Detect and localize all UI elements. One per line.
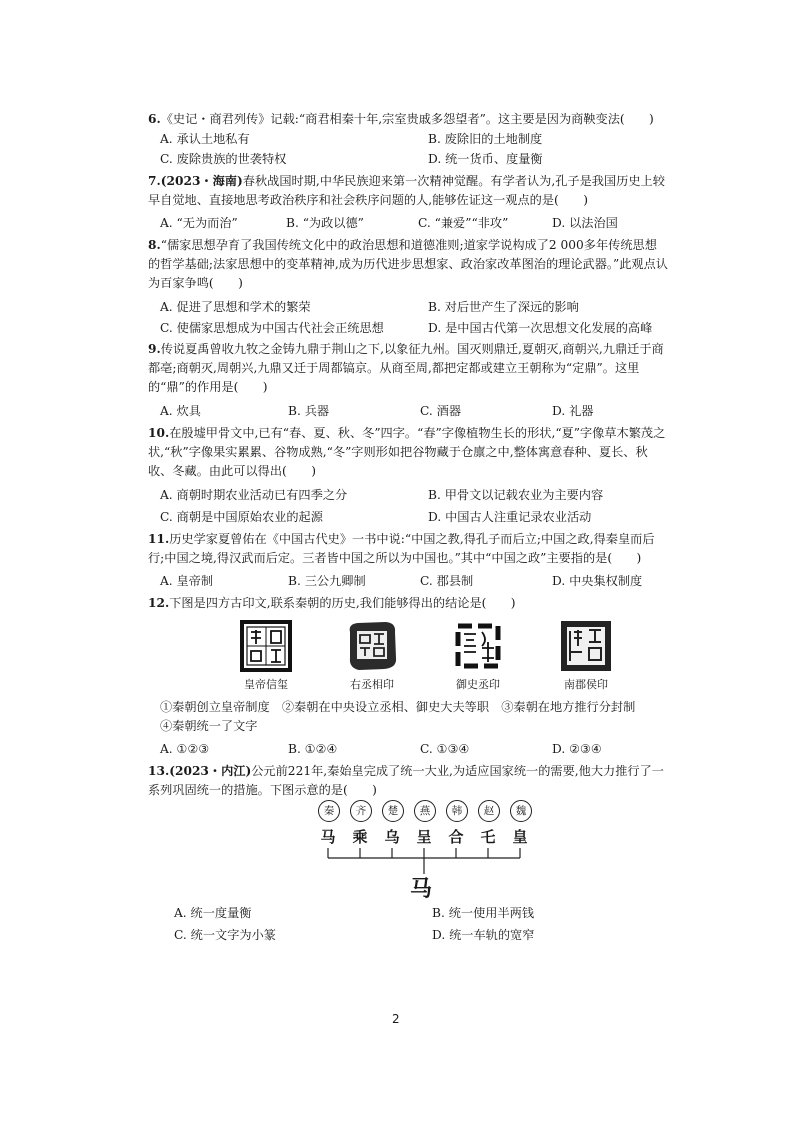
option-a: A. 商朝时期农业活动已有四季之分 — [160, 488, 348, 502]
option-d: D. 以法治国 — [552, 216, 618, 230]
option-c: C. 统一文字为小篆 — [174, 928, 276, 942]
question-source: (2023・内江) — [169, 764, 252, 778]
question-7 — [148, 172, 668, 210]
option-d: D. ②③④ — [552, 742, 602, 756]
option-d: D. 中国古人注重记录农业活动 — [428, 510, 592, 524]
seal-caption: 皇帝信玺 — [244, 678, 288, 691]
seal-image — [344, 618, 400, 674]
question-text: 《史记・商君列传》记载:“商君相秦十年,宗室贵戚多怨望者”。这主要是因为商鞅变法( ) — [160, 112, 654, 126]
question-text: 在殷墟甲骨文中,已有“春、夏、秋、冬”四字。“春”字像植物生长的形状,“夏”字像草木繁茂之状,“秋”字像果实累累、谷物成熟,“冬”字则形如把谷物藏于仓廪之中,整体寓意春种、夏长、秋收、冬藏。由此可以得出( ) — [148, 426, 666, 478]
option-b: B. “为政以德” — [286, 216, 364, 230]
question-12-statements — [160, 698, 680, 736]
question-number: 9. — [148, 342, 161, 356]
option-d: D. 礼器 — [552, 404, 594, 418]
script-glyph: 呈 — [416, 828, 432, 846]
question-12 — [148, 594, 668, 613]
question-text: 春秋战国时期,中华民族迎来第一次精神觉醒。有学者认为,孔子是我国历史上较早自觉地、直接地思考政治秩序和社会秩序问题的人,能够佐证这一观点的是( ) — [148, 174, 665, 207]
question-9 — [148, 340, 668, 397]
script-glyph: 皇 — [512, 828, 528, 846]
state-circle: 赵 — [478, 800, 500, 822]
seal-image — [558, 618, 614, 674]
option-b: B. 三公九卿制 — [288, 574, 366, 588]
option-c: C. 商朝是中国原始农业的起源 — [160, 510, 323, 524]
option-c: C. 使儒家思想成为中国古代社会正统思想 — [160, 321, 384, 335]
option-d: D. 统一货币、度量衡 — [428, 152, 543, 166]
seal-image — [450, 618, 506, 674]
question-8 — [148, 236, 668, 293]
statement-line: ④秦朝统一了文字 — [160, 719, 258, 733]
option-c: C. 废除贵族的世袭特权 — [160, 152, 287, 166]
state-circle: 燕 — [414, 800, 436, 822]
option-c: C. 郡县制 — [420, 574, 474, 588]
option-a: A. 皇帝制 — [160, 574, 214, 588]
option-d: D. 中央集权制度 — [552, 574, 643, 588]
script-glyph: 乌 — [384, 828, 400, 846]
option-d: D. 是中国古代第一次思想文化发展的高峰 — [428, 321, 653, 335]
page-number: 2 — [392, 1012, 400, 1026]
option-b: B. 甲骨文以记载农业为主要内容 — [428, 488, 604, 502]
question-number: 6. — [148, 112, 161, 126]
question-number: 8. — [148, 238, 161, 252]
question-number: 12. — [148, 596, 170, 610]
unified-glyph: 马 — [410, 876, 433, 902]
option-b: B. 对后世产生了深远的影响 — [428, 300, 579, 314]
question-number: 13. — [148, 764, 170, 778]
script-glyph: 乇 — [480, 828, 496, 846]
state-circle: 齐 — [350, 800, 372, 822]
option-b: B. 兵器 — [288, 404, 330, 418]
state-circle: 韩 — [446, 800, 468, 822]
option-b: B. 废除旧的土地制度 — [428, 132, 543, 146]
option-a: A. “无为而治” — [160, 216, 238, 230]
option-c: C. ①③④ — [420, 742, 470, 756]
state-circle: 魏 — [510, 800, 532, 822]
option-b: B. ①②④ — [288, 742, 338, 756]
script-glyph: 合 — [448, 828, 464, 846]
option-a: A. 承认土地私有 — [160, 132, 250, 146]
question-number: 11. — [148, 532, 170, 546]
option-a: A. 统一度量衡 — [174, 906, 252, 920]
seal-caption: 右丞相印 — [350, 678, 394, 691]
question-6 — [148, 110, 668, 129]
script-glyph: 乘 — [352, 828, 368, 846]
seal-image — [238, 618, 294, 674]
option-a: A. ①②③ — [160, 742, 210, 756]
seal-caption: 南郡侯印 — [564, 678, 608, 691]
option-a: A. 促进了思想和学术的繁荣 — [160, 300, 311, 314]
question-text: 公元前221年,秦始皇完成了统一大业,为适应国家统一的需要,他大力推行了一系列巩固统一的措施。下图示意的是( ) — [148, 764, 664, 797]
question-number: 7. — [148, 174, 161, 188]
question-number: 10. — [148, 426, 170, 440]
question-text: “儒家思想孕育了我国传统文化中的政治思想和道德准则;道家学说构成了2 000多年传统思想的哲学基础;法家思想中的变革精神,成为历代进步思想家、政治家改革图治的理论武器。”此观点认为百家争鸣( ) — [148, 238, 668, 290]
state-circle: 秦 — [318, 800, 340, 822]
script-glyph: 马 — [320, 828, 336, 846]
state-circle: 楚 — [382, 800, 404, 822]
question-source: (2023・海南) — [160, 174, 243, 188]
option-a: A. 炊具 — [160, 404, 201, 418]
statement-line: ①秦朝创立皇帝制度 ②秦朝在中央设立丞相、御史大夫等职 ③秦朝在地方推行分封制 — [160, 700, 636, 714]
question-13 — [148, 762, 668, 800]
question-11 — [148, 530, 668, 568]
seal-caption: 御史丞印 — [456, 678, 500, 691]
option-d: D. 统一车轨的宽窄 — [432, 928, 535, 942]
option-b: B. 统一使用半两钱 — [432, 906, 535, 920]
question-text: 历史学家夏曾佑在《中国古代史》一书中说:“中国之教,得孔子而后立;中国之政,得秦皇而后行;中国之境,得汉武而后定。三者皆中国之所以为中国也。”其中“中国之政”主要指的是( ) — [148, 532, 655, 565]
option-c: C. “兼爱”“非攻” — [418, 216, 509, 230]
question-text: 下图是四方古印文,联系秦朝的历史,我们能够得出的结论是( ) — [169, 596, 516, 610]
option-c: C. 酒器 — [420, 404, 462, 418]
question-text: 传说夏禹曾收九牧之金铸九鼎于荆山之下,以象征九州。国灭则鼎迁,夏朝灭,商朝兴,九鼎迁于商都亳;商朝灭,周朝兴,九鼎又迁于周都镐京。从商至周,都把定都或建立王朝称为“定鼎”。这里的“鼎”的作用是( ) — [148, 342, 664, 394]
question-10 — [148, 424, 668, 481]
